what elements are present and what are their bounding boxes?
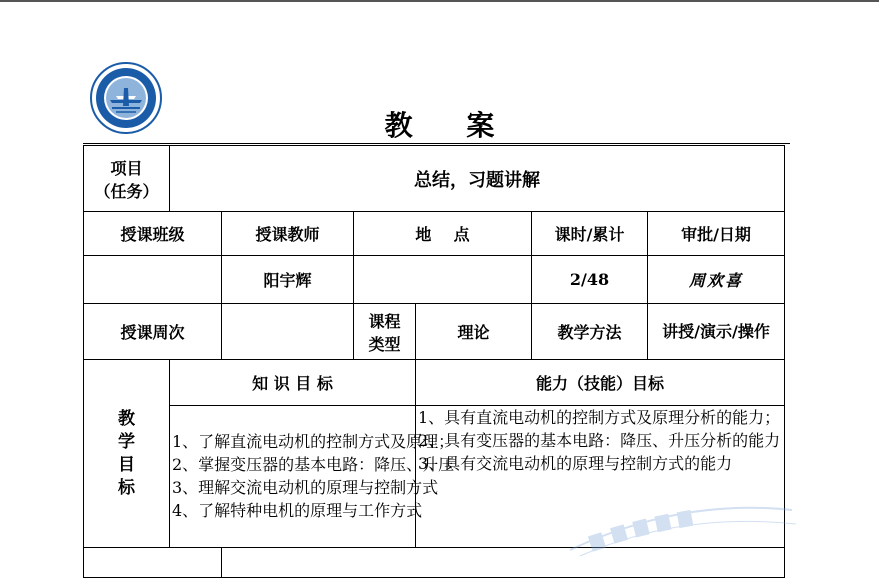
knowledge-item: 4、了解特种电机的原理与工作方式 bbox=[172, 501, 423, 520]
project-row bbox=[84, 146, 785, 212]
ability-item: 1、具有直流电动机的控制方式及原理分析的能力； bbox=[418, 408, 781, 427]
objectives-content-row bbox=[84, 406, 785, 548]
info-value-row bbox=[84, 256, 785, 304]
approval-header: 审批/日期 bbox=[648, 212, 785, 256]
week-label: 授课周次 bbox=[84, 304, 222, 360]
top-border-line bbox=[0, 0, 879, 2]
next-section-label bbox=[84, 548, 222, 578]
ability-item: 3、具有交流电动机的原理与控制方式的能力 bbox=[418, 454, 733, 473]
knowledge-objectives-header: 知 识 目 标 bbox=[170, 360, 416, 406]
knowledge-item: 1、了解直流电动机的控制方式及原理； bbox=[172, 432, 455, 451]
hours-header: 课时/累计 bbox=[532, 212, 648, 256]
course-type-value: 理论 bbox=[416, 304, 532, 360]
method-label: 教学方法 bbox=[532, 304, 648, 360]
objectives-label-char: 学 bbox=[118, 431, 135, 452]
ability-item: 2、具有变压器的基本电路：降压、升压分析的能力 bbox=[418, 431, 781, 450]
knowledge-item: 3、理解交流电动机的原理与控制方式 bbox=[172, 478, 439, 497]
title-underline bbox=[83, 143, 790, 144]
course-type-label-line2: 类型 bbox=[368, 334, 401, 354]
ability-objectives-list bbox=[416, 406, 785, 548]
objectives-label-char: 教 bbox=[118, 408, 135, 429]
objectives-label bbox=[84, 360, 170, 548]
knowledge-objectives-list bbox=[170, 406, 455, 548]
class-header: 授课班级 bbox=[84, 212, 222, 256]
week-value bbox=[222, 304, 354, 360]
project-label-cell bbox=[84, 146, 170, 212]
location-value bbox=[354, 256, 532, 304]
knowledge-item: 2、掌握变压器的基本电路：降压、升压 bbox=[172, 455, 455, 474]
info-header-row bbox=[84, 212, 785, 256]
course-type-label bbox=[354, 304, 416, 360]
hours-value: 2/48 bbox=[532, 256, 648, 304]
project-label-line2: （任务） bbox=[94, 181, 159, 201]
project-title: 总结，习题讲解 bbox=[170, 146, 785, 212]
objectives-label-char: 目 bbox=[118, 454, 135, 475]
class-value bbox=[84, 256, 222, 304]
teacher-header: 授课教师 bbox=[222, 212, 354, 256]
lesson-plan-table bbox=[83, 145, 785, 578]
next-section-row bbox=[84, 548, 785, 578]
objectives-header-row bbox=[84, 360, 785, 406]
document-title: 教 案 bbox=[384, 109, 517, 142]
next-section-content bbox=[222, 548, 785, 578]
location-header: 地 点 bbox=[354, 212, 532, 256]
course-row bbox=[84, 304, 785, 360]
objectives-label-char: 标 bbox=[118, 477, 135, 498]
ability-objectives-header: 能力（技能）目标 bbox=[416, 360, 785, 406]
teacher-value: 阳宇辉 bbox=[222, 256, 354, 304]
course-type-label-line1: 课程 bbox=[368, 311, 401, 331]
approval-value: 周欢喜 bbox=[648, 256, 785, 304]
method-value: 讲授/演示/操作 bbox=[648, 304, 785, 360]
project-label-line1: 项目 bbox=[110, 158, 143, 178]
